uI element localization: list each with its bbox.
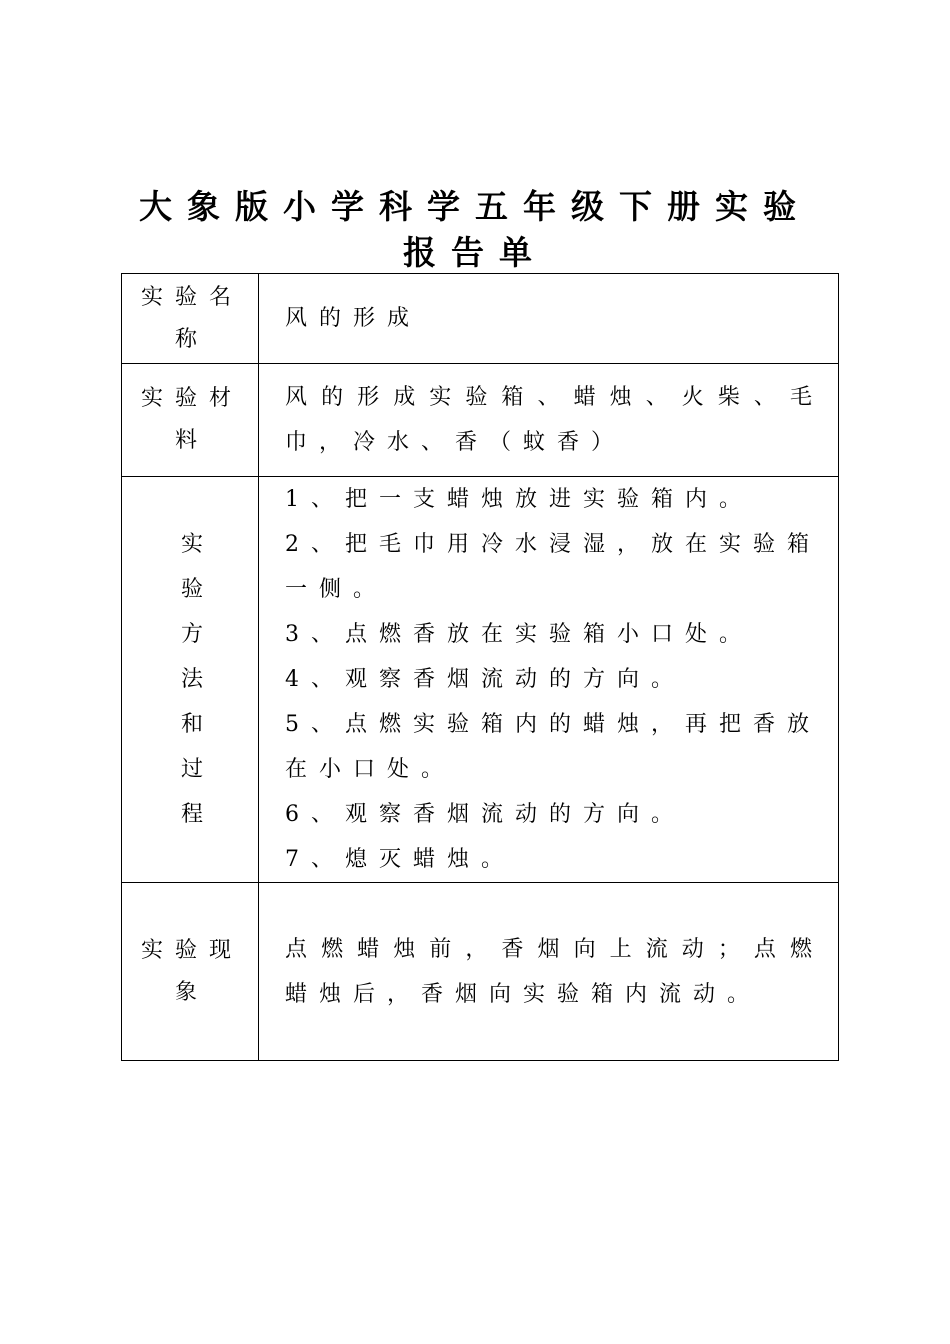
method-label: 实验方法和过程 [180,532,203,827]
page-title [110,184,840,276]
result-value: 点燃蜡烛前，香烟向上流动；点燃蜡烛后，香烟向实验箱内流动。 [259,883,839,1061]
experiment-name-label: 实验名称 [122,274,259,364]
materials-label: 实验材料 [122,364,259,477]
method-step-1: 1、把一支蜡烛放进实验箱内。 [285,487,753,512]
table-row-materials [122,364,839,477]
method-step-2: 2、把毛巾用冷水浸湿，放在实验箱一侧。 [285,532,821,602]
method-step-6: 6、观察香烟流动的方向。 [285,802,685,827]
materials-value: 风的形成实验箱、蜡烛、火柴、毛巾，冷水、香（蚊香） [259,364,839,477]
experiment-report-table [121,273,839,1061]
table-row-experiment-name [122,274,839,364]
method-steps [259,477,839,883]
table-row-result [122,883,839,1061]
experiment-name-value: 风的形成 [259,274,839,364]
page-title-line-1: 大象版小学科学五年级下册实验 [139,187,811,226]
method-label-cell [122,477,259,883]
page-title-line-2: 报告单 [403,233,547,272]
result-label: 实验现象 [122,883,259,1061]
method-step-7: 7、熄灭蜡烛。 [285,847,515,872]
method-step-3: 3、点燃香放在实验箱小口处。 [285,622,753,647]
method-step-4: 4、观察香烟流动的方向。 [285,667,685,692]
method-step-5: 5、点燃实验箱内的蜡烛，再把香放在小口处。 [285,712,821,782]
table-row-method [122,477,839,883]
